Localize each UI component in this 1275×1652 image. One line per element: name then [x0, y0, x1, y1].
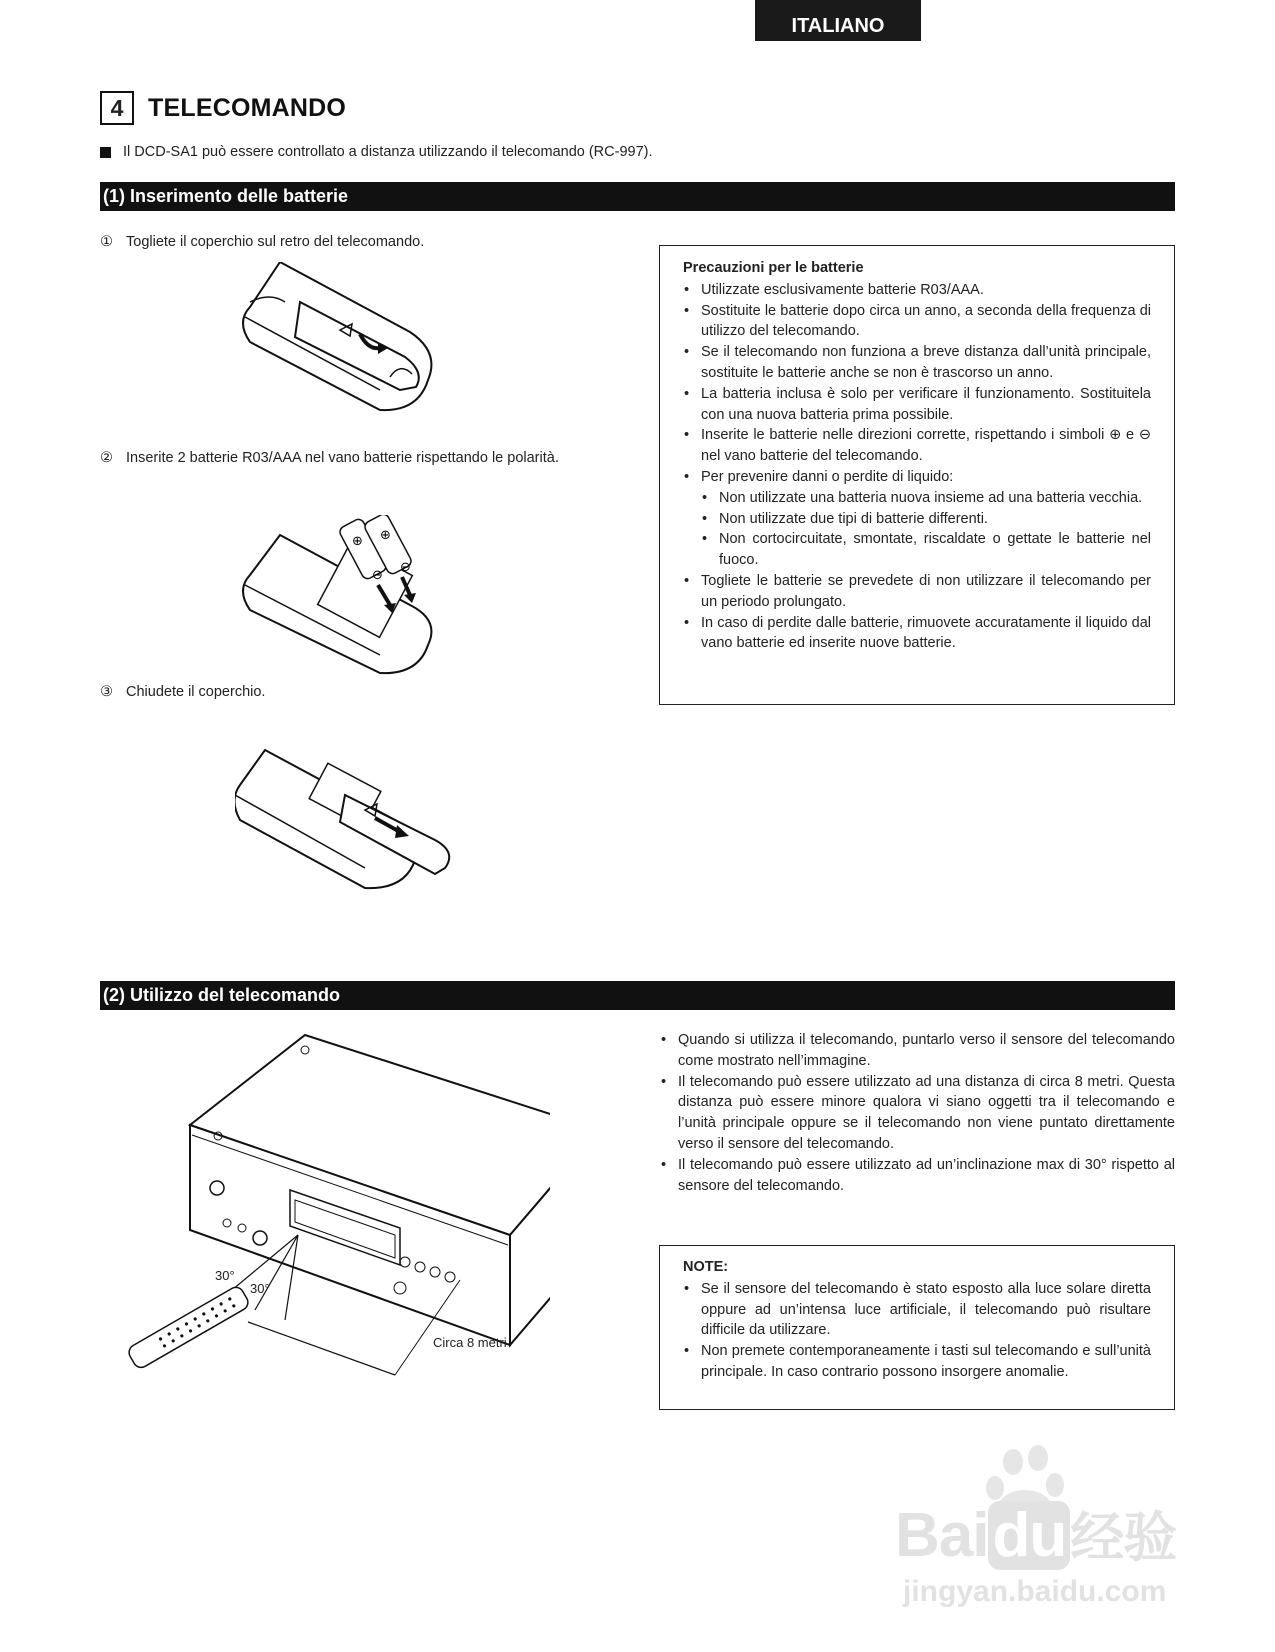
- note-list: [683, 1279, 1151, 1383]
- intro-text: Il DCD-SA1 può essere controllato a distanza utilizzando il telecomando (RC-997).: [123, 144, 653, 160]
- language-tab: ITALIANO: [755, 0, 921, 41]
- sub-list-item: • Non cortocircuitate, smontate, riscaldate o gettate le batterie nel fuoco.: [701, 529, 1151, 571]
- list-item: • Se il sensore del telecomando è stato esposto alla luce solare diretta oppure ad un’intensa luce artificiale, il telecomando può risultare difficile da utilizzare.: [683, 1279, 1151, 1341]
- list-item: • Utilizzate esclusivamente batterie R03/AAA.: [683, 280, 1151, 301]
- list-item: • La batteria inclusa è solo per verificare il funzionamento. Sostituitela con una nuova batteria prima possibile.: [683, 384, 1151, 426]
- list-item: • In caso di perdite dalle batterie, rimuovete accuratamente il liquido dal vano batterie ed inserite nuove batterie.: [683, 613, 1151, 655]
- step-3-text: Chiudete il coperchio.: [126, 684, 266, 700]
- svg-text:⊖: ⊖: [400, 560, 411, 575]
- list-item: • Togliete le batterie se prevedete di non utilizzare il telecomando per un periodo prolungato.: [683, 571, 1151, 613]
- chapter-title: TELECOMANDO: [148, 93, 347, 122]
- battery-precautions-box: [659, 245, 1175, 705]
- precautions-sublist: [701, 488, 1151, 571]
- step-2-number: ②: [100, 450, 113, 466]
- step-1-text: Togliete il coperchio sul retro del telecomando.: [126, 234, 425, 250]
- watermark-cn: 经验: [1070, 1508, 1177, 1568]
- list-item: • Inserite le batterie nelle direzioni corrette, rispettando i simboli ⊕ e ⊖ nel vano batterie del telecomando.: [683, 425, 1151, 467]
- step-2: [100, 448, 605, 469]
- list-item: • Sostituite le batterie dopo circa un anno, a seconda della frequenza di utilizzo del telecomando.: [683, 301, 1151, 343]
- list-item: • Non premete contemporaneamente i tasti sul telecomando e sull’unità principale. In caso contrario possono insorgere anomalie.: [683, 1341, 1151, 1383]
- watermark-brand: Bai: [895, 1501, 989, 1570]
- square-bullet-icon: [100, 147, 111, 158]
- sub-list-item: • Non utilizzate due tipi di batterie differenti.: [701, 509, 1151, 530]
- list-item: [683, 467, 1151, 571]
- chapter-heading: [100, 91, 346, 125]
- baidu-watermark: [895, 1440, 1195, 1620]
- note-title: NOTE:: [683, 1259, 729, 1275]
- step-3: [100, 682, 600, 703]
- step-3-number: ③: [100, 684, 113, 700]
- remote-cover-open-illustration: [240, 262, 460, 432]
- usage-bullets: [660, 1030, 1175, 1196]
- watermark-brand-2: du: [988, 1501, 1070, 1570]
- sub-list-item: • Non utilizzate una batteria nuova insieme ad una batteria vecchia.: [701, 488, 1151, 509]
- svg-text:⊕: ⊕: [352, 534, 363, 549]
- step-1-number: ①: [100, 234, 113, 250]
- distance-label: Circa 8 metri: [433, 1335, 507, 1350]
- list-item: • Quando si utilizza il telecomando, puntarlo verso il sensore del telecomando come mostrato nell’immagine.: [660, 1030, 1175, 1072]
- list-item: • Se il telecomando non funziona a breve distanza dall’unità principale, sostituite le batterie anche se non è trascorso un anno.: [683, 342, 1151, 384]
- list-item: • Il telecomando può essere utilizzato ad un’inclinazione max di 30° rispetto al sensore del telecomando.: [660, 1155, 1175, 1197]
- list-item: • Il telecomando può essere utilizzato ad una distanza di circa 8 metri. Questa distanza può essere minore qualora vi siano oggetti tra il telecomando e l’unità principale oppure se il telecomando non viene puntato direttamente verso il sensore del telecomando.: [660, 1072, 1175, 1155]
- watermark-url: jingyan.baidu.com: [903, 1575, 1167, 1608]
- note-box: [659, 1245, 1175, 1410]
- section-1-header: (1) Inserimento delle batterie: [100, 182, 1175, 211]
- angle-label-left: 30°: [215, 1268, 235, 1283]
- precautions-title: Precauzioni per le batterie: [683, 260, 864, 276]
- remote-cover-close-illustration: [235, 740, 465, 910]
- angle-label-right: 30°: [250, 1281, 270, 1296]
- svg-text:⊕: ⊕: [380, 528, 391, 543]
- chapter-number: 4: [100, 91, 134, 125]
- step-1: [100, 232, 600, 253]
- step-2-text: Inserite 2 batterie R03/AAA nel vano batterie rispettando le polarità.: [126, 450, 559, 466]
- intro-line: [100, 144, 653, 160]
- remote-batteries-illustration: [240, 515, 460, 685]
- section-2-header: (2) Utilizzo del telecomando: [100, 981, 1175, 1010]
- precautions-list: [683, 280, 1151, 654]
- list-item-text: Per prevenire danni o perdite di liquido:: [701, 468, 954, 485]
- svg-text:⊖: ⊖: [372, 568, 383, 583]
